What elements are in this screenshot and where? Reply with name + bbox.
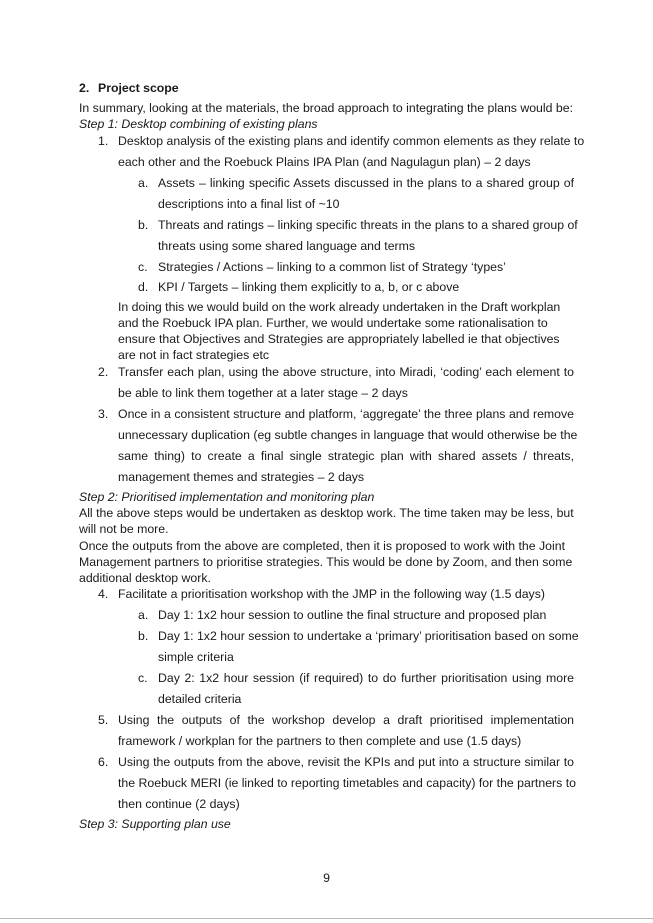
item4c-letter: c. xyxy=(138,671,148,685)
item6-number: 6. xyxy=(98,755,109,769)
item3-line: Once in a consistent structure and platform, ‘aggregate’ the three plans and remove xyxy=(118,407,574,421)
item2-line: Transfer each plan, using the above structure, into Miradi, ‘coding’ each element to xyxy=(118,365,574,379)
step1-title: Step 1: Desktop combining of existing plans xyxy=(79,117,318,131)
item1c-letter: c. xyxy=(138,260,148,274)
item5-line: Using the outputs of the workshop develop a draft prioritised implementation xyxy=(118,713,574,727)
item5-line: framework / workplan for the partners to then complete and use (1.5 days) xyxy=(118,734,522,748)
step2-title: Step 2: Prioritised implementation and monitoring plan xyxy=(79,490,375,504)
item2-number: 2. xyxy=(98,365,109,379)
item1a-letter: a. xyxy=(138,176,149,190)
section-number: 2. xyxy=(79,81,90,95)
step2-para2-line: Management partners to prioritise strategies. This would be done by Zoom, and then some xyxy=(79,555,573,569)
item1a-line: descriptions into a final list of ~10 xyxy=(158,197,340,211)
item3-line: management themes and strategies – 2 days xyxy=(118,470,365,484)
item4c-line: Day 2: 1x2 hour session (if required) to do further prioritisation using more xyxy=(158,671,574,685)
item4a-letter: a. xyxy=(138,608,149,622)
item1b-letter: b. xyxy=(138,218,149,232)
item4-number: 4. xyxy=(98,587,109,601)
item4-line: Facilitate a prioritisation workshop with the JMP in the following way (1.5 days) xyxy=(118,587,545,601)
item6-line: the Roebuck MERI (ie linked to reporting timetables and capacity) for the partners to xyxy=(118,776,576,790)
item1-line: Desktop analysis of the existing plans and identify common elements as they relate to xyxy=(118,134,585,148)
section-title: Project scope xyxy=(98,81,179,95)
page-number: 9 xyxy=(323,871,330,885)
item1-note-line: and the Roebuck IPA plan. Further, we would undertake some rationalisation to xyxy=(118,316,548,330)
item1d-letter: d. xyxy=(138,280,149,294)
intro-text: In summary, looking at the materials, the broad approach to integrating the plans would be: xyxy=(79,101,573,115)
item1b-line: threats using some shared language and terms xyxy=(158,239,416,253)
item1c-line: Strategies / Actions – linking to a common list of Strategy ‘types’ xyxy=(158,260,506,274)
item6-line: then continue (2 days) xyxy=(118,797,240,811)
item6-line: Using the outputs from the above, revisit the KPIs and put into a structure similar to xyxy=(118,755,574,769)
item1-note-line: In doing this we would build on the work already undertaken in the Draft workplan xyxy=(118,300,561,314)
item1b-line: Threats and ratings – linking specific threats in the plans to a shared group of xyxy=(158,218,578,232)
item2-line: be able to link them together at a later stage – 2 days xyxy=(118,386,408,400)
item4b-line: simple criteria xyxy=(158,650,234,664)
item1-note-line: are not in fact strategies etc xyxy=(118,348,270,362)
item5-number: 5. xyxy=(98,713,109,727)
item4c-line: detailed criteria xyxy=(158,692,242,706)
step2-para2-line: additional desktop work. xyxy=(79,571,211,585)
item4b-line: Day 1: 1x2 hour session to undertake a ‘primary’ prioritisation based on some xyxy=(158,629,579,643)
item1d-line: KPI / Targets – linking them explicitly to a, b, or c above xyxy=(158,280,460,294)
item1-line: each other and the Roebuck Plains IPA Plan (and Nagulagun plan) – 2 days xyxy=(118,155,531,169)
item3-line: same thing) to create a final single strategic plan with shared assets / threats, xyxy=(118,449,574,463)
step3-title: Step 3: Supporting plan use xyxy=(79,817,231,831)
item3-line: unnecessary duplication (eg subtle changes in language that would otherwise be the xyxy=(118,428,578,442)
item3-number: 3. xyxy=(98,407,109,421)
item1-number: 1. xyxy=(98,134,109,148)
page-bottom-border xyxy=(0,918,653,919)
item1a-line: Assets – linking specific Assets discussed in the plans to a shared group of xyxy=(158,176,574,190)
step2-para1-line: All the above steps would be undertaken as desktop work. The time taken may be less, but xyxy=(79,506,574,520)
item4b-letter: b. xyxy=(138,629,149,643)
item1-note-line: ensure that Objectives and Strategies are appropriately labelled ie that objectives xyxy=(118,332,560,346)
step2-para1-line: will not be more. xyxy=(79,522,169,536)
item4a-line: Day 1: 1x2 hour session to outline the final structure and proposed plan xyxy=(158,608,547,622)
step2-para2-line: Once the outputs from the above are completed, then it is proposed to work with the Joint xyxy=(79,539,565,553)
